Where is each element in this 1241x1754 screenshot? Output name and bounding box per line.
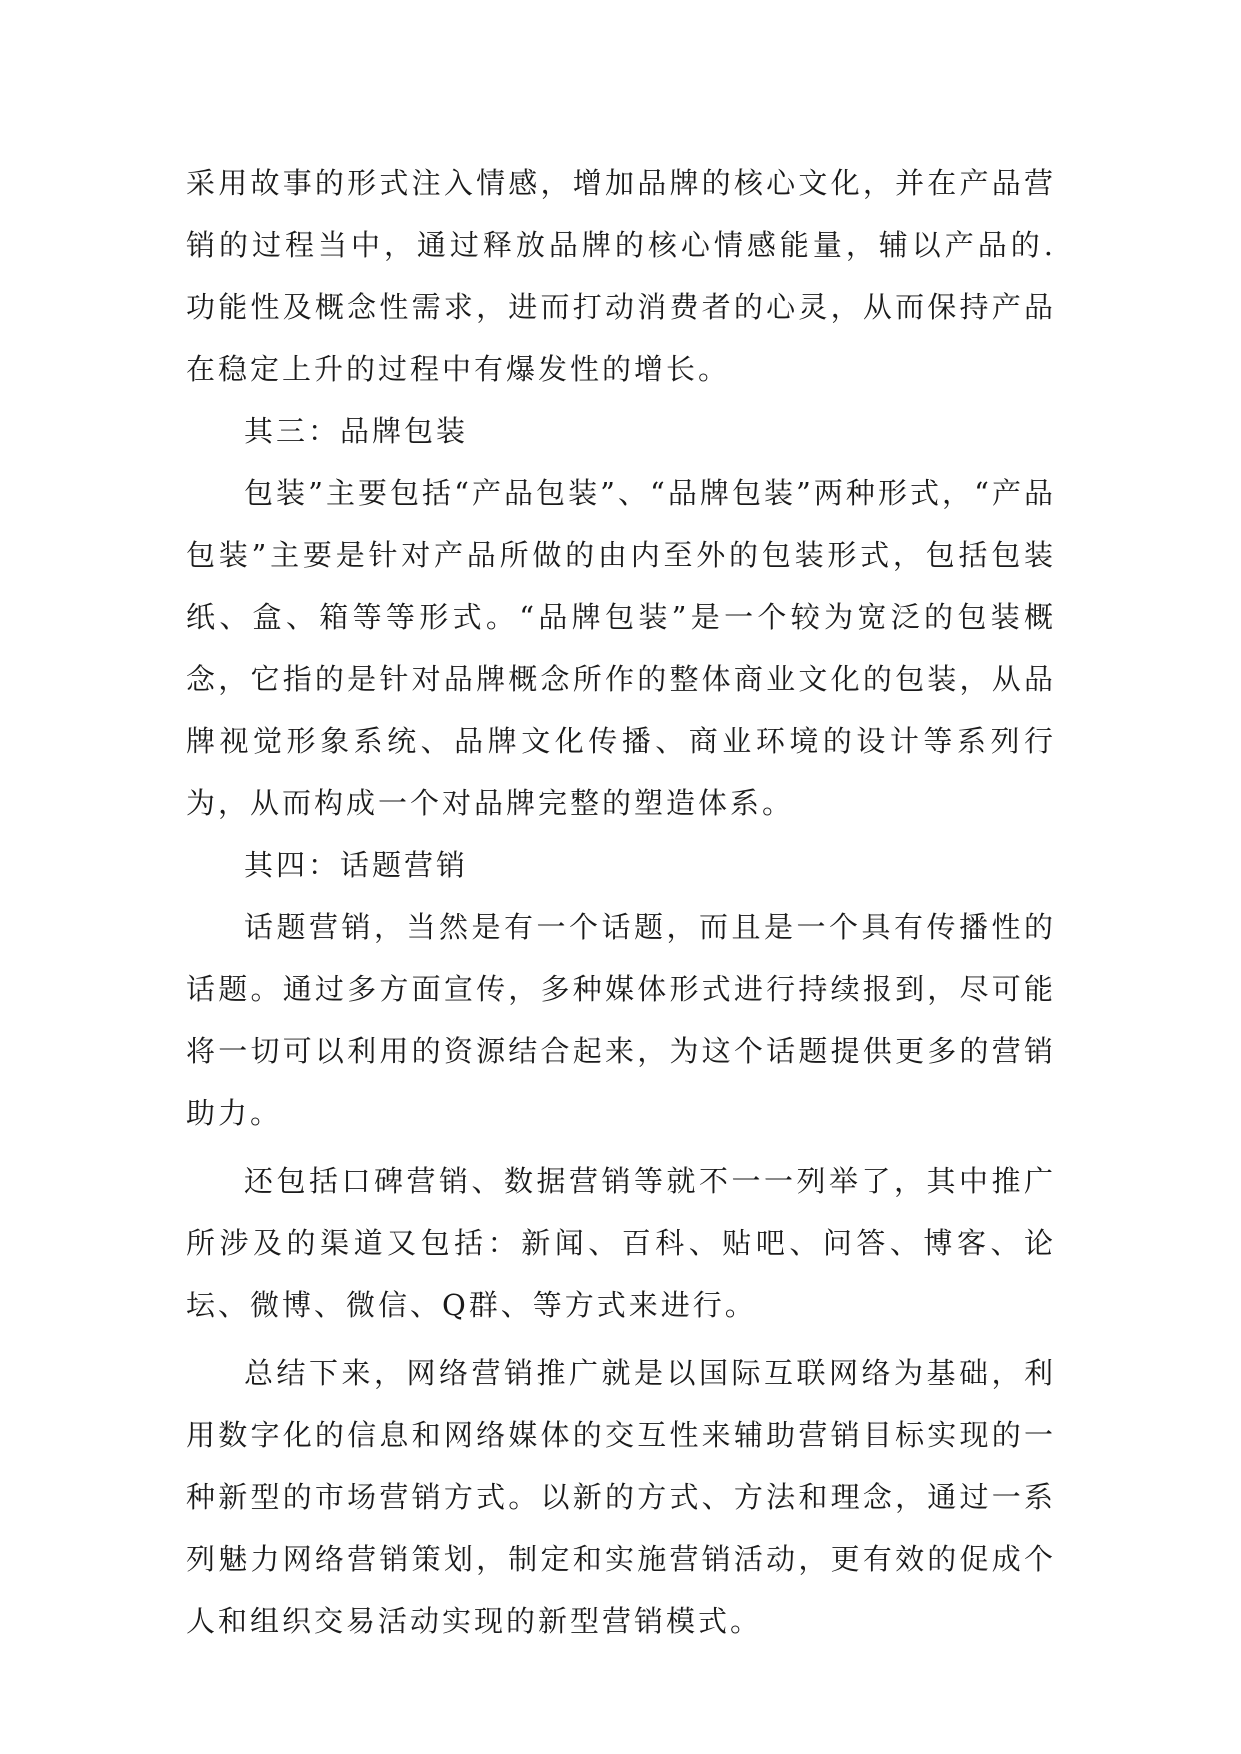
paragraph-channels: 还包括口碑营销、数据营销等就不一一列举了，其中推广所涉及的渠道又包括：新闻、百科、贴吧、问答、博客、论坛、微博、微信、Q群、等方式来进行。	[186, 1164, 1056, 1322]
section-heading-brand-packaging: 其三：品牌包装	[244, 414, 469, 448]
paragraph-summary: 总结下来，网络营销推广就是以国际互联网络为基础，利用数字化的信息和网络媒体的交互性来辅助营销目标实现的一种新型的市场营销方式。以新的方式、方法和理念，通过一系列魅力网络营销策划，制定和实施营销活动，更有效的促成个人和组织交易活动实现的新型营销模式。	[186, 1356, 1056, 1638]
section-heading-topic-marketing: 其四：话题营销	[244, 848, 469, 882]
document-body	[186, 152, 1056, 1652]
paragraph-story-emotion: 采用故事的形式注入情感，增加品牌的核心文化，并在产品营销的过程当中，通过释放品牌的核心情感能量，辅以产品的.功能性及概念性需求，进而打动消费者的心灵，从而保持产品在稳定上升的过程中有爆发性的增长。	[186, 166, 1056, 386]
paragraph-brand-packaging: 包装”主要包括“产品包装”、“品牌包装”两种形式，“产品包装”主要是针对产品所做的由内至外的包装形式，包括包装纸、盒、箱等等形式。“品牌包装”是一个较为宽泛的包装概念，它指的是针对品牌概念所作的整体商业文化的包装，从品牌视觉形象系统、品牌文化传播、商业环境的设计等系列行为，从而构成一个对品牌完整的塑造体系。	[186, 476, 1056, 820]
paragraph-topic-marketing: 话题营销，当然是有一个话题，而且是一个具有传播性的话题。通过多方面宣传，多种媒体形式进行持续报到，尽可能将一切可以利用的资源结合起来，为这个话题提供更多的营销助力。	[186, 910, 1056, 1130]
